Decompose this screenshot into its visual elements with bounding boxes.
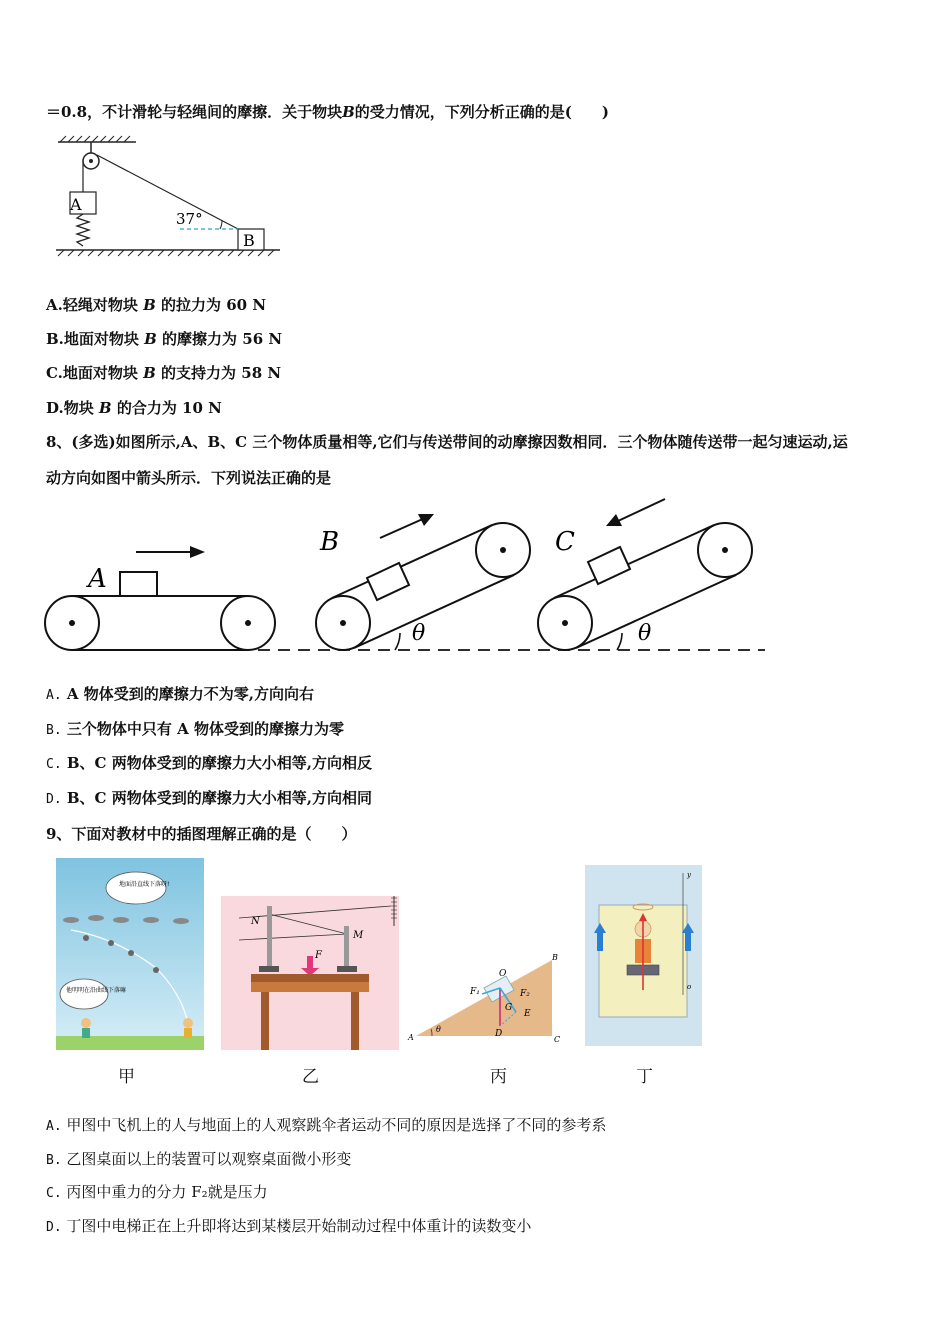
- q8-label-b: B: [320, 527, 340, 557]
- q7-label-b: B: [243, 231, 255, 250]
- bing-label-f2: F₂: [520, 989, 530, 999]
- q8-stem-line2: 动方向如图中箭头所示．下列说法正确的是: [46, 469, 332, 487]
- q8-option-d[interactable]: D. B、C 两物体受到的摩擦力大小相等,方向相同: [46, 789, 372, 807]
- bing-label-a: A: [408, 1033, 414, 1042]
- bing-label-o: O: [499, 969, 507, 979]
- q9-panel-ding: [585, 865, 702, 1046]
- caption-bing: 丙: [490, 1067, 507, 1087]
- jia-bubble-bottom: 他明明在沿曲线下落嘛: [66, 987, 127, 994]
- yi-label-f: F: [315, 950, 322, 961]
- q9-option-d[interactable]: D. 丁图中电梯正在上升即将达到某楼层开始制动过程中体重计的读数变小: [46, 1217, 532, 1235]
- bing-label-e: E: [524, 1009, 531, 1019]
- q9-stem: 9、下面对教材中的插图理解正确的是（ ）: [46, 825, 357, 843]
- q9-panel-bing: [402, 950, 572, 1050]
- q7-angle-label: 37°: [176, 210, 203, 228]
- bing-label-c: C: [554, 1035, 561, 1044]
- q8-figure: [40, 495, 770, 660]
- ding-label-o: o: [687, 983, 692, 991]
- q8-option-b[interactable]: B. 三个物体中只有 A 物体受到的摩擦力为零: [46, 720, 344, 738]
- bing-label-b: B: [552, 953, 558, 962]
- q7-option-c[interactable]: C.地面对物块 B 的支持力为 58 N: [46, 364, 282, 382]
- q9-option-c[interactable]: C. 丙图中重力的分力 F₂就是压力: [46, 1183, 268, 1201]
- q7-option-a[interactable]: A.轻绳对物块 B 的拉力为 60 N: [46, 296, 267, 314]
- q9-panel-yi: [221, 896, 399, 1050]
- q8-option-c[interactable]: C. B、C 两物体受到的摩擦力大小相等,方向相反: [46, 754, 372, 772]
- q7-stem: ＝0.8，不计滑轮与轻绳间的摩擦．关于物块B的受力情况，下列分析正确的是( ): [46, 103, 609, 121]
- bing-label-f1: F₁: [470, 987, 480, 997]
- yi-label-m: M: [353, 930, 364, 941]
- q8-option-a[interactable]: A. A 物体受到的摩擦力不为零,方向向右: [46, 685, 314, 703]
- yi-label-n: N: [251, 916, 260, 927]
- q8-theta-c: θ: [638, 621, 652, 646]
- q7-option-d[interactable]: D.物块 B 的合力为 10 N: [46, 399, 222, 417]
- q9-panel-jia: [56, 858, 204, 1050]
- q9-option-a[interactable]: A. 甲图中飞机上的人与地面上的人观察跳伞者运动不同的原因是选择了不同的参考系: [46, 1116, 607, 1134]
- q8-stem-line1: 8、(多选)如图所示,A、B、C 三个物体质量相等,它们与传送带间的动摩擦因数相同．三个物体随传送带一起匀速运动,运: [46, 433, 848, 451]
- q8-label-a: A: [88, 564, 107, 594]
- q8-label-c: C: [555, 527, 575, 557]
- bing-label-d: D: [495, 1029, 503, 1039]
- q8-theta-b: θ: [412, 621, 426, 646]
- bing-label-g: G: [505, 1003, 513, 1013]
- caption-ding: 丁: [636, 1067, 653, 1087]
- caption-yi: 乙: [302, 1067, 319, 1087]
- q9-option-b[interactable]: B. 乙图桌面以上的装置可以观察桌面微小形变: [46, 1150, 352, 1168]
- q7-label-a: A: [70, 195, 82, 214]
- q7-figure: [48, 134, 288, 264]
- caption-jia: 甲: [118, 1067, 135, 1087]
- bing-label-theta: θ: [436, 1025, 441, 1034]
- q7-option-b[interactable]: B.地面对物块 B 的摩擦力为 56 N: [46, 330, 283, 348]
- jia-bubble-top: 地面沿直线下落呀!: [119, 881, 170, 888]
- ding-label-y: y: [687, 871, 691, 879]
